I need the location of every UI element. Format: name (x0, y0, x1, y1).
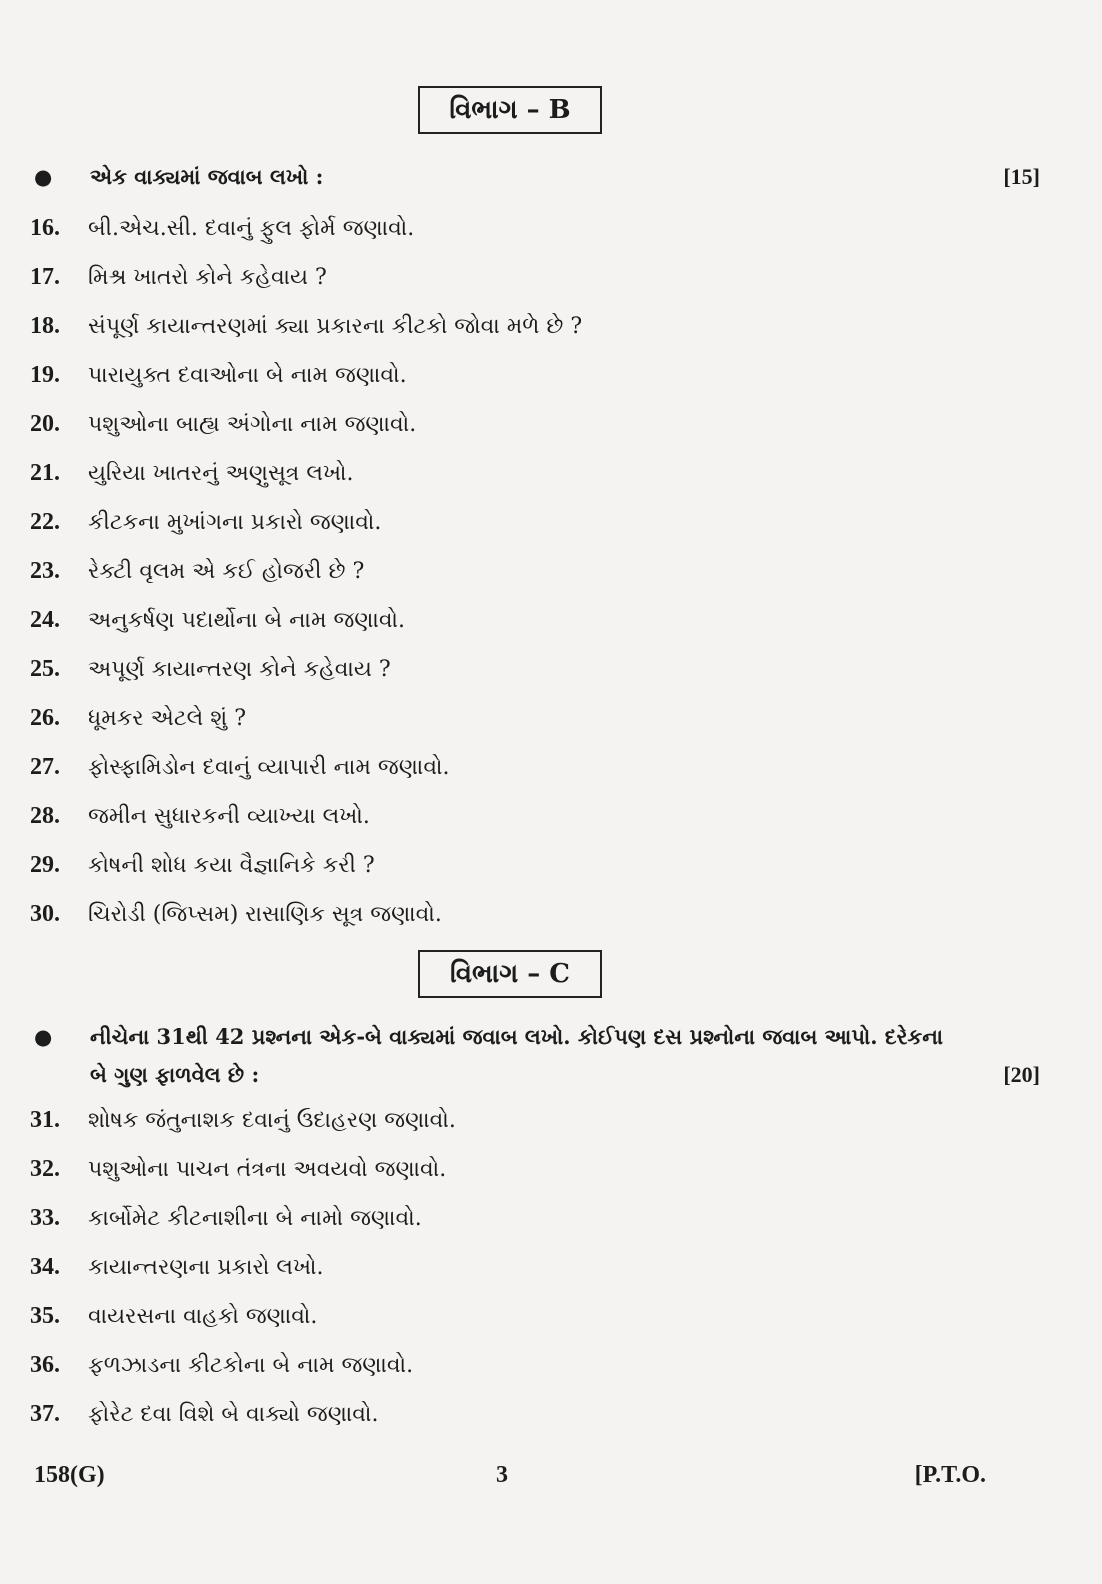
question-text: પશુઓના બાહ્ય અંગોના નામ જણાવો. (88, 412, 417, 437)
question-item (30, 547, 582, 596)
question-item (30, 1390, 456, 1439)
pto-label: [P.T.O. (914, 1462, 986, 1488)
question-text: અનુકર્ષણ પદાર્થોના બે નામ જણાવો. (88, 608, 406, 633)
question-number: 27. (30, 754, 60, 780)
question-item (30, 498, 582, 547)
question-item (30, 204, 582, 253)
question-text: યુરિયા ખાતરનું અણુસૂત્ર લખો. (88, 461, 354, 486)
bullet-icon: ● (34, 164, 53, 189)
question-number: 34. (30, 1254, 60, 1280)
question-number: 32. (30, 1156, 60, 1182)
question-text: બી.એચ.સી. દવાનું ફુલ ફોર્મ જણાવો. (88, 216, 415, 241)
question-number: 20. (30, 411, 60, 437)
question-text: કોષની શોધ કયા વૈજ્ઞાનિકે કરી ? (88, 853, 375, 878)
section-c-title: વિભાગ – C (418, 950, 602, 998)
question-item (30, 449, 582, 498)
question-item (30, 1341, 456, 1390)
question-number: 25. (30, 656, 60, 682)
question-text: ફળઝાડના કીટકોના બે નામ જણાવો. (88, 1353, 414, 1378)
question-item (30, 694, 582, 743)
question-text: ફોસ્ફામિડોન દવાનું વ્યાપારી નામ જણાવો. (88, 755, 450, 780)
question-item (30, 1194, 456, 1243)
section-b-instruction (30, 158, 1040, 198)
question-text: કાર્બોમેટ કીટનાશીના બે નામો જણાવો. (88, 1206, 422, 1231)
question-item (30, 400, 582, 449)
question-text: ફોરેટ દવા વિશે બે વાક્યો જણાવો. (88, 1402, 379, 1427)
question-text: કાયાન્તરણના પ્રકારો લખો. (88, 1255, 324, 1280)
question-number: 35. (30, 1303, 60, 1329)
question-number: 29. (30, 852, 60, 878)
question-number: 22. (30, 509, 60, 535)
question-number: 37. (30, 1401, 60, 1427)
question-number: 21. (30, 460, 60, 486)
question-item (30, 890, 582, 939)
question-text: ચિરોડી (જિપ્સમ) રાસાણિક સૂત્ર જણાવો. (88, 902, 442, 927)
section-b-questions (30, 204, 582, 939)
question-item (30, 792, 582, 841)
question-number: 16. (30, 215, 60, 241)
question-item (30, 596, 582, 645)
question-number: 31. (30, 1107, 60, 1133)
question-number: 19. (30, 362, 60, 388)
instruction-text: એક વાક્યમાં જવાબ લખો : (90, 164, 324, 189)
question-number: 30. (30, 901, 60, 927)
question-number: 28. (30, 803, 60, 829)
question-text: શોષક જંતુનાશક દવાનું ઉદાહરણ જણાવો. (88, 1108, 456, 1133)
question-item (30, 841, 582, 890)
question-text: મિશ્ર ખાતરો કોને કહેવાય ? (88, 265, 327, 290)
paper-code: 158(G) (34, 1462, 105, 1488)
question-number: 36. (30, 1352, 60, 1378)
question-text: ધૂમકર એટલે શું ? (88, 706, 247, 731)
question-item (30, 351, 582, 400)
question-text: અપૂર્ણ કાયાન્તરણ કોને કહેવાય ? (88, 657, 391, 682)
bullet-icon: ● (34, 1024, 53, 1049)
section-c-questions (30, 1096, 456, 1439)
question-item (30, 1243, 456, 1292)
question-number: 33. (30, 1205, 60, 1231)
question-text: જમીન સુધારકની વ્યાખ્યા લખો. (88, 804, 370, 829)
question-text: કીટકના મુખાંગના પ્રકારો જણાવો. (88, 510, 382, 535)
section-b-title: વિભાગ – B (418, 86, 602, 134)
question-item (30, 253, 582, 302)
question-item (30, 1145, 456, 1194)
question-number: 26. (30, 705, 60, 731)
question-number: 24. (30, 607, 60, 633)
section-b-marks: [15] (1003, 164, 1040, 189)
question-text: સંપૂર્ણ કાયાન્તરણમાં ક્યા પ્રકારના કીટકો જોવા મળે છે ? (88, 314, 583, 339)
question-item (30, 743, 582, 792)
section-c-marks: [20] (1003, 1062, 1040, 1087)
question-text: પશુઓના પાચન તંત્રના અવયવો જણાવો. (88, 1157, 447, 1182)
question-item (30, 645, 582, 694)
question-item (30, 302, 582, 351)
question-text: વાયરસના વાહકો જણાવો. (88, 1304, 318, 1329)
question-number: 17. (30, 264, 60, 290)
page-number: 3 (496, 1462, 508, 1488)
instruction-text: નીચેના 31થી 42 પ્રશ્નના એક-બે વાક્યમાં જવાબ લખો. કોઈપણ દસ પ્રશ્નોના જવાબ આપો. દરેકના બે ગુણ ફાળવેલ છે : (90, 1024, 944, 1087)
question-text: પારાયુક્ત દવાઓના બે નામ જણાવો. (88, 363, 407, 388)
question-item (30, 1096, 456, 1145)
question-number: 23. (30, 558, 60, 584)
question-item (30, 1292, 456, 1341)
question-text: રેક્ટી વૃલમ એ કઈ હોજરી છે ? (88, 559, 365, 584)
section-c-instruction (30, 1018, 1040, 1098)
question-number: 18. (30, 313, 60, 339)
